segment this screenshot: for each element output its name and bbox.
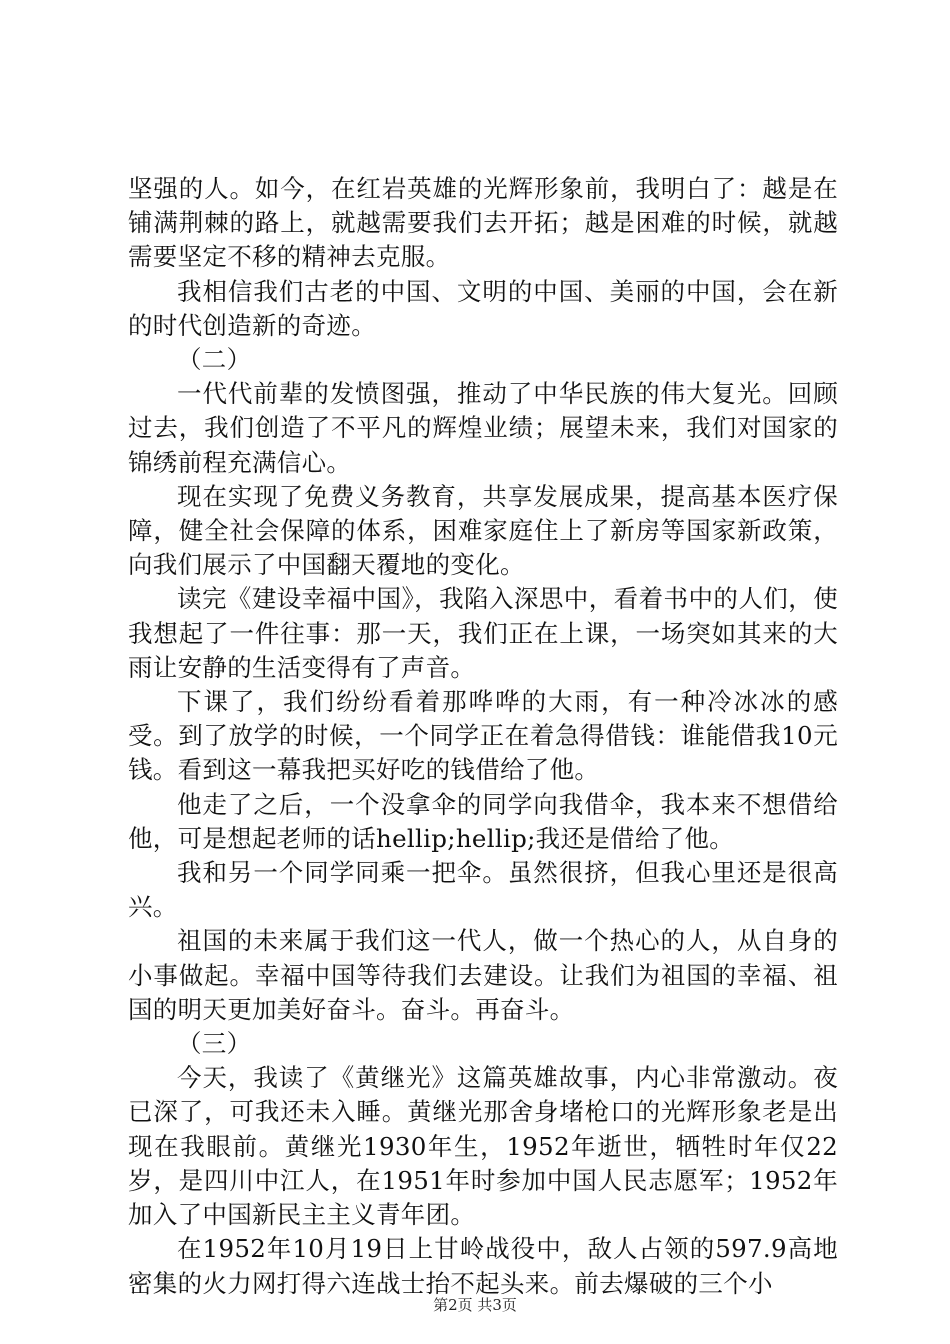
section-heading-three: （三） xyxy=(177,1029,252,1059)
paragraph: 现在实现了免费义务教育，共享发展成果，提高基本医疗保障，健全社会保障的体系，困难家庭住上了新房等国家新政策，向我们展示了中国翻天覆地的变化。 xyxy=(128,481,838,580)
paragraph: 他走了之后，一个没拿伞的同学向我借伞，我本来不想借给他，可是想起老师的话hellip;hellip;我还是借给了他。 xyxy=(128,789,838,853)
paragraph: 读完《建设幸福中国》，我陷入深思中，看着书中的人们，使我想起了一件往事：那一天，我们正在上课，一场突如其来的大雨让安静的生活变得有了声音。 xyxy=(128,584,838,682)
paragraph: 一代代前辈的发愤图强，推动了中华民族的伟大复光。回顾过去，我们创造了不平凡的辉煌业绩；展望未来，我们对国家的锦绣前程充满信心。 xyxy=(128,379,838,477)
paragraph-continued: 坚强的人。如今，在红岩英雄的光辉形象前，我明白了：越是在铺满荆棘的路上，就越需要我们去开拓；越是困难的时候，就越需要坚定不移的精神去克服。 xyxy=(128,174,838,272)
paragraph: 下课了，我们纷纷看着那哗哗的大雨，有一种冷冰冰的感受。到了放学的时候，一个同学正在着急得借钱：谁能借我10元钱。看到这一幕我把买好吃的钱借给了他。 xyxy=(128,687,838,785)
page-number-label: 第2页 共3页 xyxy=(433,1296,517,1314)
section-heading-two: （二） xyxy=(177,345,252,375)
page-footer xyxy=(0,1296,950,1314)
paragraph: 在1952年10月19日上甘岭战役中，敌人占领的597.9高地密集的火力网打得六连战士抬不起头来。前去爆破的三个小 xyxy=(128,1234,838,1298)
paragraph: 今天，我读了《黄继光》这篇英雄故事，内心非常激动。夜已深了，可我还未入睡。黄继光那舍身堵枪口的光辉形象老是出现在我眼前。黄继光1930年生，1952年逝世，牺牲时年仅22岁，是四川中江人，在1951年时参加中国人民志愿军；1952年加入了中国新民主主义青年团。 xyxy=(128,1063,838,1230)
paragraph: 我相信我们古老的中国、文明的中国、美丽的中国，会在新的时代创造新的奇迹。 xyxy=(128,276,838,340)
paragraph: 我和另一个同学同乘一把伞。虽然很挤，但我心里还是很高兴。 xyxy=(128,858,838,922)
paragraph: 祖国的未来属于我们这一代人，做一个热心的人，从自身的小事做起。幸福中国等待我们去建设。让我们为祖国的幸福、祖国的明天更加美好奋斗。奋斗。再奋斗。 xyxy=(128,926,838,1024)
document-body xyxy=(128,172,838,1301)
